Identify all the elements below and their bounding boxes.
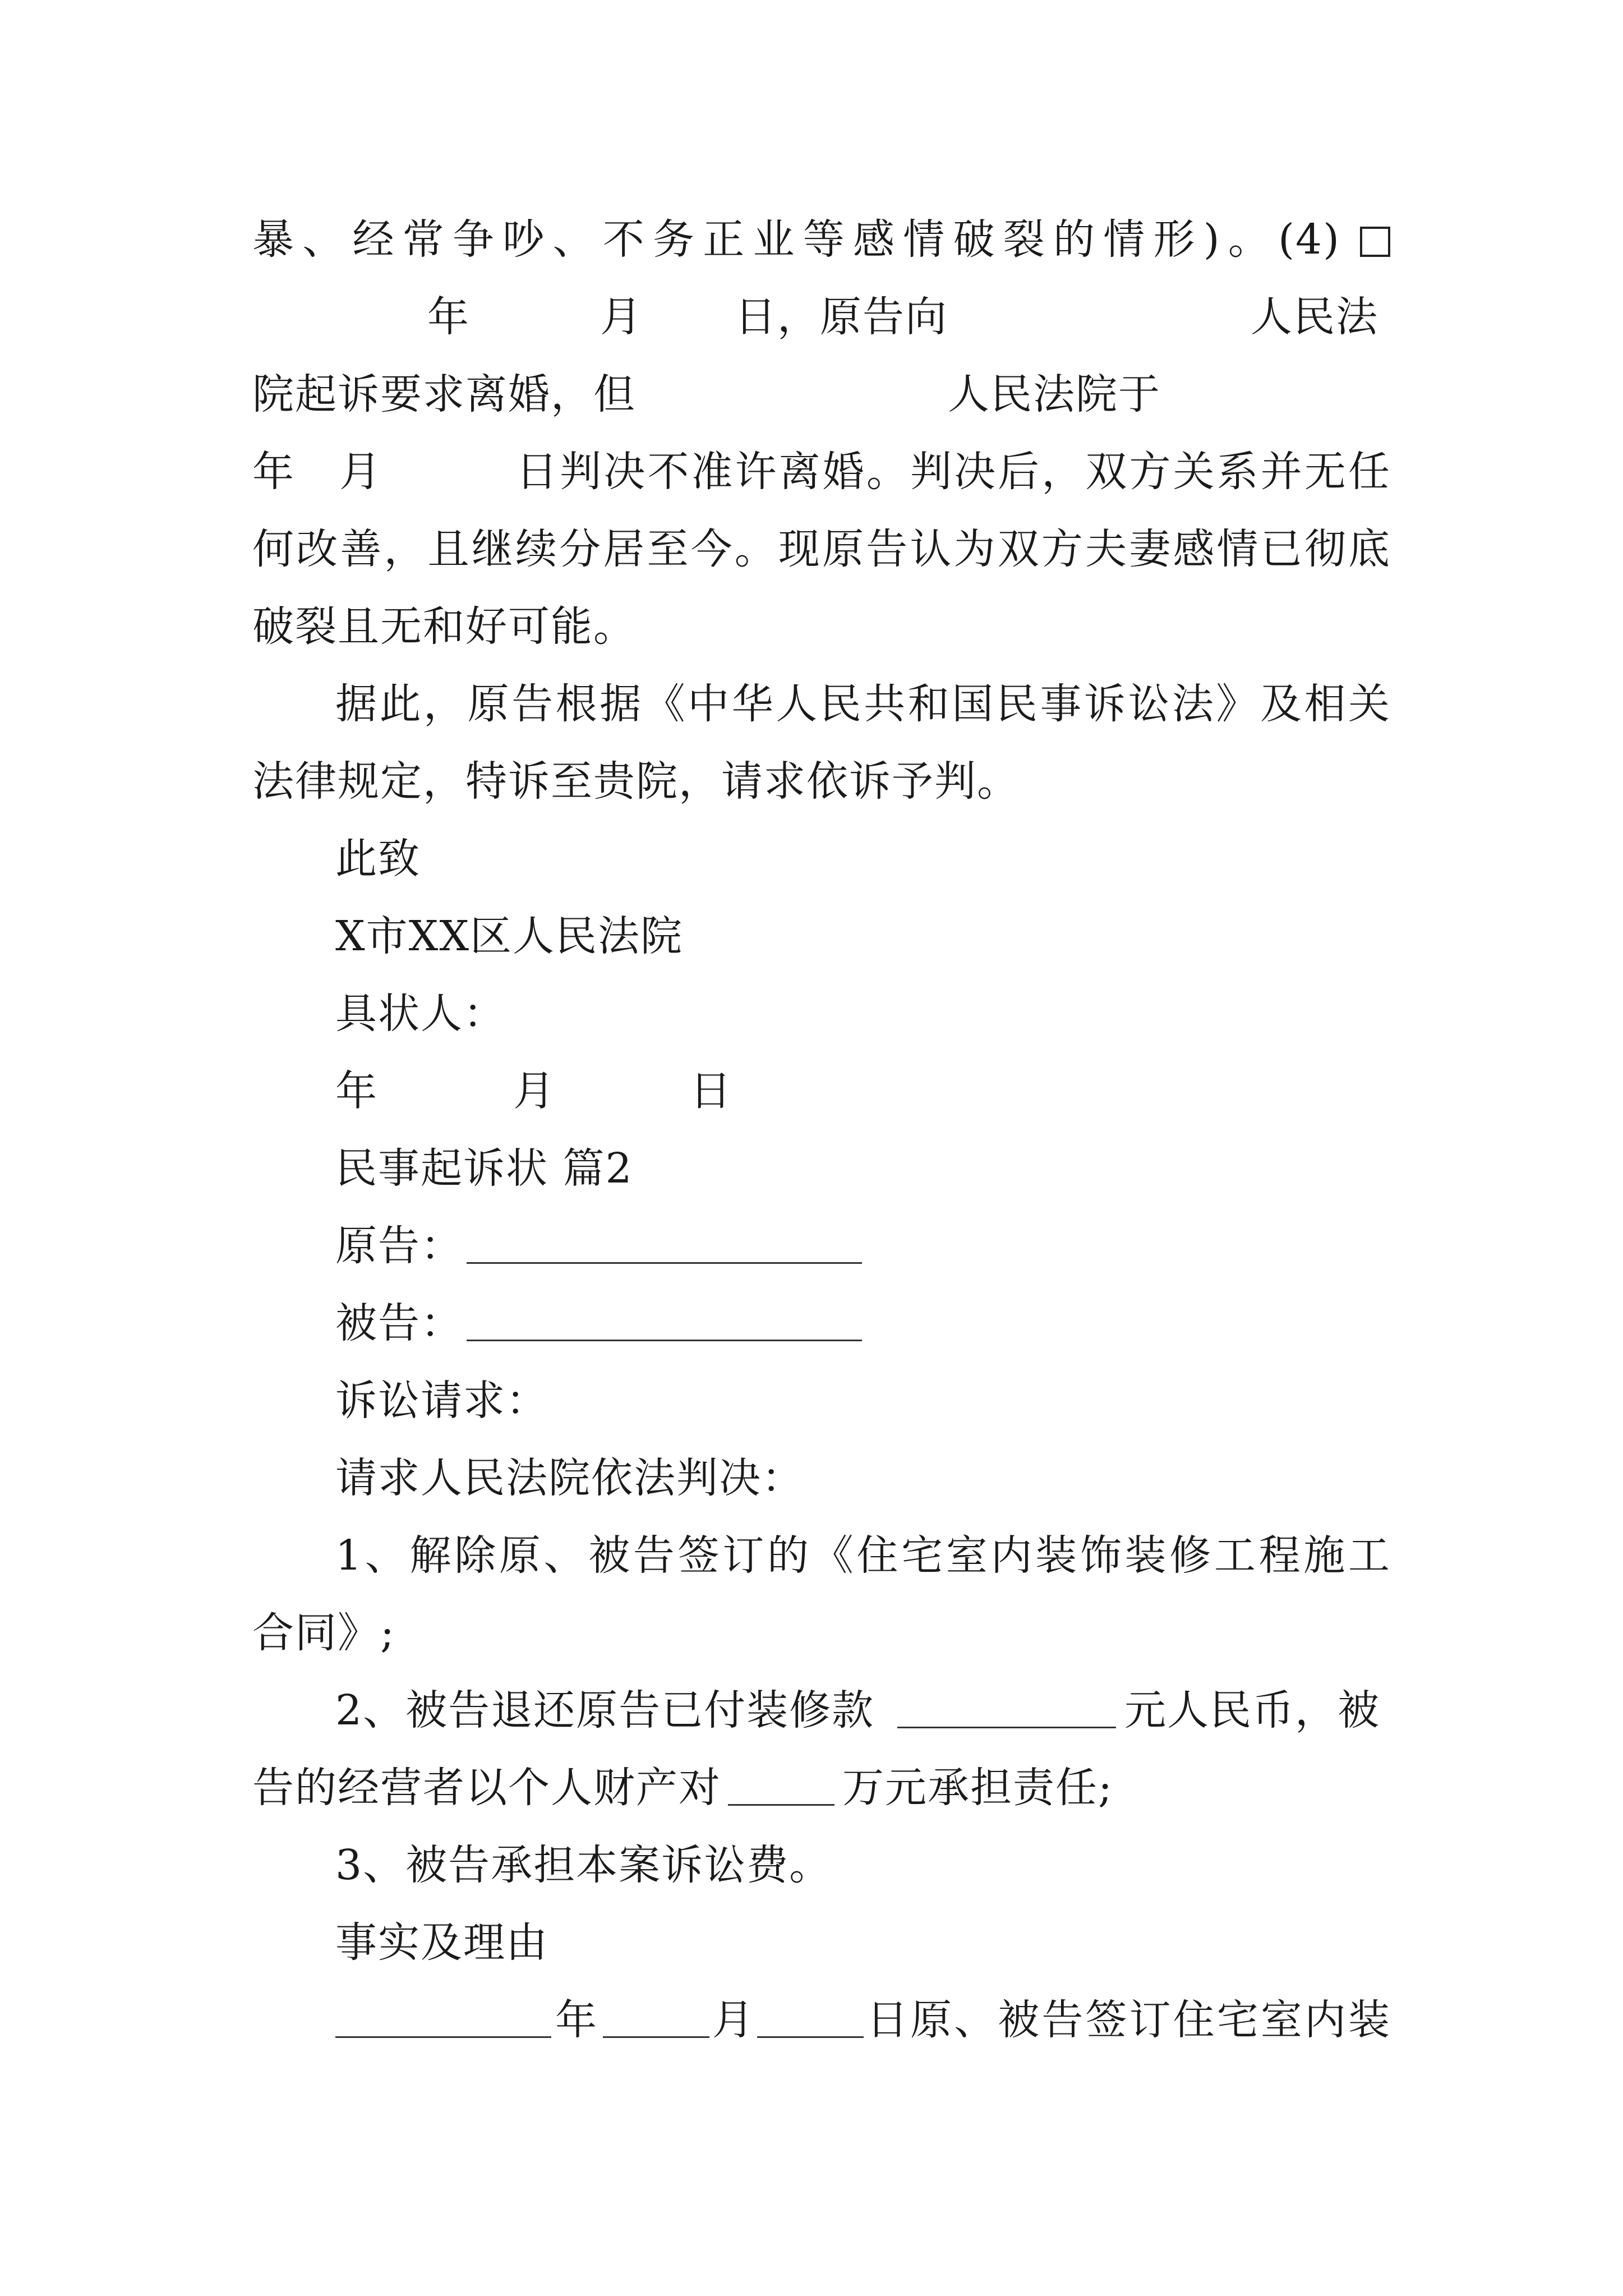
day-blank bbox=[757, 2036, 864, 2038]
claim-item: 3、被告承担本案诉讼费。 bbox=[335, 1841, 832, 1889]
text-line: 日判决不准许离婚。判决后，双方关系并无任 bbox=[516, 448, 1391, 496]
year-label: 年 bbox=[252, 448, 295, 496]
plaintiff-label: 原告： bbox=[335, 1222, 463, 1270]
claims-intro: 请求人民法院依法判决： bbox=[335, 1454, 804, 1502]
text-line: 破裂且无和好可能。 bbox=[252, 602, 636, 651]
claim-item: 合同》; bbox=[252, 1609, 395, 1657]
text-line: 何改善，且继续分居至今。现原告认为双方夫妻感情已彻底 bbox=[252, 525, 1391, 573]
text-line: 院起诉要求离婚，但 bbox=[252, 370, 636, 418]
text-line: 据此，原告根据《中华人民共和国民事诉讼法》及相关 bbox=[335, 680, 1391, 728]
claim-item: 1、解除原、被告签订的《住宅室内装饰装修工程施工 bbox=[335, 1531, 1391, 1580]
claim-item: 告的经营者以个人财产对 万元承担责任; bbox=[252, 1764, 1113, 1812]
court-name: X市XX区人民法院 bbox=[335, 912, 684, 960]
salutation: 此致 bbox=[335, 835, 421, 883]
paragraph-line bbox=[252, 751, 1391, 812]
day-label: 日，原告向 bbox=[735, 293, 948, 341]
facts-title: 事实及理由 bbox=[335, 1918, 548, 1967]
month-label: 月 bbox=[600, 293, 643, 341]
plaintiff-blank bbox=[467, 1262, 862, 1264]
amount-blank bbox=[897, 1727, 1116, 1728]
year-blank bbox=[335, 2036, 551, 2038]
paragraph-line bbox=[252, 596, 1391, 657]
year-label: 年 bbox=[555, 1996, 598, 2044]
claims-title: 诉讼请求： bbox=[335, 1377, 548, 1425]
plaintiff-line bbox=[252, 1215, 1391, 1277]
court-label: 人民法 bbox=[1251, 293, 1378, 341]
paragraph-line bbox=[252, 673, 1391, 735]
paragraph-line bbox=[252, 209, 1391, 270]
paragraph-line bbox=[252, 286, 1391, 348]
month-label: 月 bbox=[712, 1996, 755, 2044]
day-label: 日 bbox=[690, 1067, 732, 1115]
section-title: 民事起诉状 篇2 bbox=[335, 1144, 633, 1193]
month-label: 月 bbox=[339, 448, 382, 496]
year-label: 年 bbox=[427, 293, 470, 341]
claim-item: 2、被告退还原告已付装修款 元人民币，被 bbox=[335, 1686, 1380, 1734]
month-label: 月 bbox=[513, 1067, 556, 1115]
court-label: 人民法院于 bbox=[948, 370, 1161, 418]
facts-line: 年 月 日原、被告签订住宅室内装 bbox=[252, 1989, 1391, 2051]
month-blank bbox=[603, 2036, 709, 2038]
defendant-blank bbox=[467, 1340, 862, 1341]
paragraph-line bbox=[252, 518, 1391, 580]
checkbox-icon bbox=[1360, 209, 1390, 270]
paragraph-line bbox=[252, 364, 1391, 425]
defendant-label: 被告： bbox=[335, 1299, 463, 1347]
text-line: 法律规定，特诉至贵院，请求依诉予判。 bbox=[252, 757, 1020, 806]
defendant-line bbox=[252, 1292, 1391, 1354]
signer: 具状人： bbox=[335, 990, 506, 1038]
date-line bbox=[252, 1060, 1391, 1122]
year-label: 年 bbox=[335, 1067, 378, 1115]
text-line: 暴、经常争吵、不务正业等感情破裂的情形)。(4) bbox=[252, 215, 1340, 264]
amount-blank bbox=[728, 1804, 834, 1806]
paragraph-line bbox=[252, 441, 1391, 503]
